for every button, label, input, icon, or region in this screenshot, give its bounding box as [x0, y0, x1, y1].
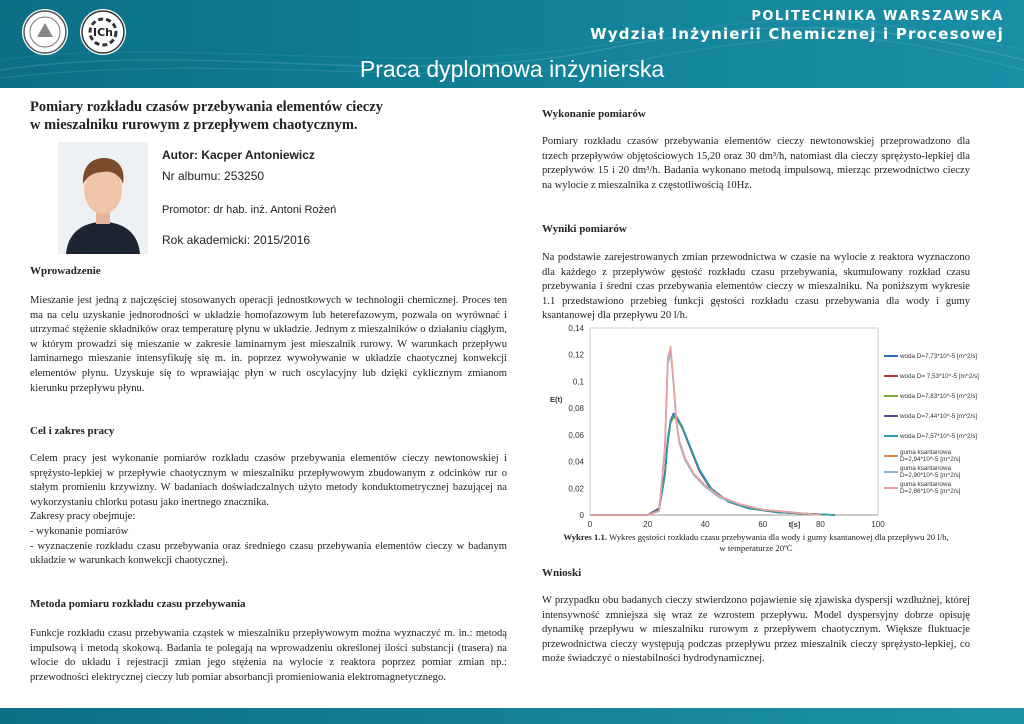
results-heading: Wyniki pomiarów — [542, 223, 627, 235]
series-line — [590, 414, 835, 516]
intro-heading: Wprowadzenie — [30, 265, 101, 277]
intro-text — [30, 294, 507, 396]
scope-title: Zakresy pracy obejmuje: — [30, 511, 136, 523]
x-tick-label: 20 — [643, 520, 653, 529]
x-tick-label: 80 — [815, 520, 825, 529]
faculty-name: Wydział Inżynierii Chemicznej i Procesowej — [590, 25, 1004, 43]
caption-label: Wykres 1.1. — [563, 532, 608, 542]
y-tick-label: 0,12 — [568, 350, 584, 360]
y-tick-label: 0,14 — [568, 324, 584, 333]
university-name: POLITECHNIKA WARSZAWSKA — [751, 9, 1004, 24]
album-number: Nr albumu: 253250 — [162, 169, 265, 183]
caption-text: Wykres gęstości rozkładu czasu przebywania dla wody i gumy ksantanowej dla przepływu 20 l/h, — [609, 532, 949, 542]
y-tick-label: 0,02 — [568, 484, 584, 494]
series-line — [590, 347, 820, 515]
y-tick-label: 0,06 — [568, 430, 584, 440]
x-tick-label: 60 — [758, 520, 768, 529]
supervisor: Promotor: dr hab. inż. Antoni Rożeń — [162, 204, 337, 216]
legend-label: woda D=7,83*10^-5 [m^2/s] — [900, 393, 978, 400]
conclusions-text — [542, 594, 970, 667]
series-line — [590, 415, 835, 515]
conclusions-paragraph: W przypadku obu badanych cieczy stwierdzono pojawienie się zjawiska dyspersji wzdłużnej, której intensywność zmniejsza się wraz ze wzrostem przepływu. Model dyspersyjny dobrze opisuję dynamikę przepływu w mieszalniku rurowym z przepływem chaotycznym. Większe fluktuacje przewodnictwa cieczy występują podczas przepływu przez mieszalnik cieczy sprężysto-lepkiej, co może świadczyć o niestabilności hydrodynamicznej. — [542, 595, 970, 665]
results-paragraph: Na podstawie zarejestrowanych zmian przewodnictwa w czasie na wylocie z reaktora wyznaczono dla każdego z przepływów gęstość rozkładu czasu przebywania, skumulowany rozkład czasu przebywania i średni czas przebywania elementów cieczy w mieszalniku. Na poniższym wykresie 1.1 przedstawiono przebieg funkcji gęstości rozkładu czasu przebywania dla wody i gumy ksantanowej dla przepływu 20 l/h. — [542, 252, 970, 322]
faculty-logo — [80, 9, 126, 55]
aim-heading: Cel i zakres pracy — [30, 425, 115, 437]
series-line — [590, 418, 835, 516]
legend-label: woda D=7,73*10^-5 [m^2/s] — [900, 353, 978, 360]
rtd-chart — [542, 322, 1002, 532]
scope-item: - wyznaczenie rozkładu czasu przebywania oraz średniego czasu przebywania elementów cieczy w badanym układzie w warunkach konwekcji chaotycznej. — [30, 540, 507, 567]
legend-label: guma ksantanowa — [900, 481, 952, 488]
y-tick-label: 0,1 — [572, 377, 584, 387]
conclusions-heading: Wnioski — [542, 567, 582, 579]
legend-label: woda D=7,44*10^-5 [m^2/s] — [900, 413, 978, 420]
x-tick-label: 40 — [700, 520, 710, 529]
series-line — [590, 415, 835, 515]
svg-text:ICh: ICh — [93, 26, 113, 39]
series-line — [590, 416, 835, 515]
x-tick-label: 0 — [587, 520, 593, 529]
y-tick-label: 0,04 — [568, 457, 584, 467]
thesis-title-block — [30, 98, 507, 134]
results-text — [542, 251, 970, 324]
chart-caption — [542, 532, 970, 554]
thesis-title-line2: w mieszalniku rurowym z przepływem chaotycznym. — [30, 117, 358, 133]
y-axis-label: E(t) — [550, 395, 563, 404]
y-tick-label: 0,08 — [568, 404, 584, 414]
legend-label: guma ksantanowa — [900, 465, 952, 472]
aim-text — [30, 452, 507, 569]
intro-paragraph: Mieszanie jest jedną z najczęściej stosowanych operacji jednostkowych w technologii chemicznej. Proces ten ma na celu uzyskanie jednorodności w układzie homofazowym lub heterefazowym, pozwala on wyrównać i utrzymać stężenie składników oraz temperaturę płynu w układzie. Jednym z mieszalników o działaniu ciągłym, w którym prowadzi się mieszanie w zakresie laminarnym jest mieszalnik rurowy. W warunkach przepływu laminarnego mieszanie intensyfikuję się m. in. poprzez wywoływanie w układzie chaotycznej konwekcji elementów płynu. Uzyskuje się to wprawiając płyn w ruch oscylacyjny lub dzięki cyklicznym zmianom kierunku przepływu płynu. — [30, 295, 507, 394]
author: Autor: Kacper Antoniewicz — [162, 148, 315, 162]
author-photo — [58, 142, 148, 254]
method-heading: Metoda pomiaru rozkładu czasu przebywania — [30, 598, 246, 610]
x-tick-label: 100 — [871, 520, 885, 529]
academic-year: Rok akademicki: 2015/2016 — [162, 233, 311, 247]
aim-paragraph: Celem pracy jest wykonanie pomiarów rozkładu czasów przebywania elementów cieczy newtonowskiej i sprężysto-lepkiej w przepływie chaotycznym w mieszalniku przepływowym zbudowanym z odcinków rur o stałym promieniu krzywizny. W badaniach doświadczalnych użyto metody konduktometrycznej bazującej na wykorzystaniu chlorku potasu jako inertnego znacznika. — [30, 453, 507, 508]
scope-item: - wykonanie pomiarów — [30, 525, 129, 537]
method-text — [30, 627, 507, 685]
header-banner — [0, 0, 1024, 88]
legend-label: woda D=7,57*10^-5 [m^2/s] — [900, 433, 978, 440]
rtd-chart-svg — [542, 322, 1002, 532]
x-axis-label: t[s] — [788, 520, 801, 529]
thesis-title-line1: Pomiary rozkładu czasów przebywania elementów cieczy — [30, 99, 383, 115]
y-tick-label: 0 — [579, 511, 584, 520]
plot-area — [590, 328, 878, 515]
page-title: Praca dyplomowa inżynierska — [359, 56, 665, 82]
method-paragraph: Funkcje rozkładu czasu przebywania cząstek w mieszalniku przepływowym można wyznaczyć m. in.: metodą impulsową i metodą skokową. Badania te polegają na wprowadzeniu określonej ilości substancji (trasera) na wlocie do układu i rejestracji zmian jego stężenia na wylocie z reaktora poprzez pomiar zmian np.: przewodności elektrycznej cieczy lub pomiar absorbancji promieniowania elektromagnetycznego. — [30, 628, 507, 683]
series-line — [590, 349, 820, 515]
exec-heading: Wykonanie pomiarów — [542, 108, 646, 120]
legend-label: guma ksantanowa — [900, 449, 952, 456]
legend-label: D=2,86*10^-5 [m^2/s] — [900, 488, 961, 495]
legend-label: D=2,94*10^-5 [m^2/s] — [900, 456, 961, 463]
series-line — [590, 352, 820, 515]
footer-bar — [0, 708, 1024, 724]
caption-line2: w temperaturze 20ºC — [719, 543, 793, 553]
legend-label: woda D= 7,53*10^-5 [m^2/s] — [900, 373, 979, 380]
exec-paragraph: Pomiary rozkładu czasów przebywania elementów cieczy newtonowskiej przeprowadzono dla trzech przepływów objętościowych 15,20 oraz 30 dm³/h, natomiast dla cieczy sprężysto-lepkiej dla przepływów 15 i 20 dm³/h. Badania wykonano metodą impulsową, mierząc przewodnictwo cieczy na wylocie z mieszalnika z częstotliwością 10Hz. — [542, 136, 970, 191]
exec-text — [542, 135, 970, 193]
university-logo — [22, 9, 68, 55]
legend-label: D=2,90*10^-5 [m^2/s] — [900, 472, 961, 479]
